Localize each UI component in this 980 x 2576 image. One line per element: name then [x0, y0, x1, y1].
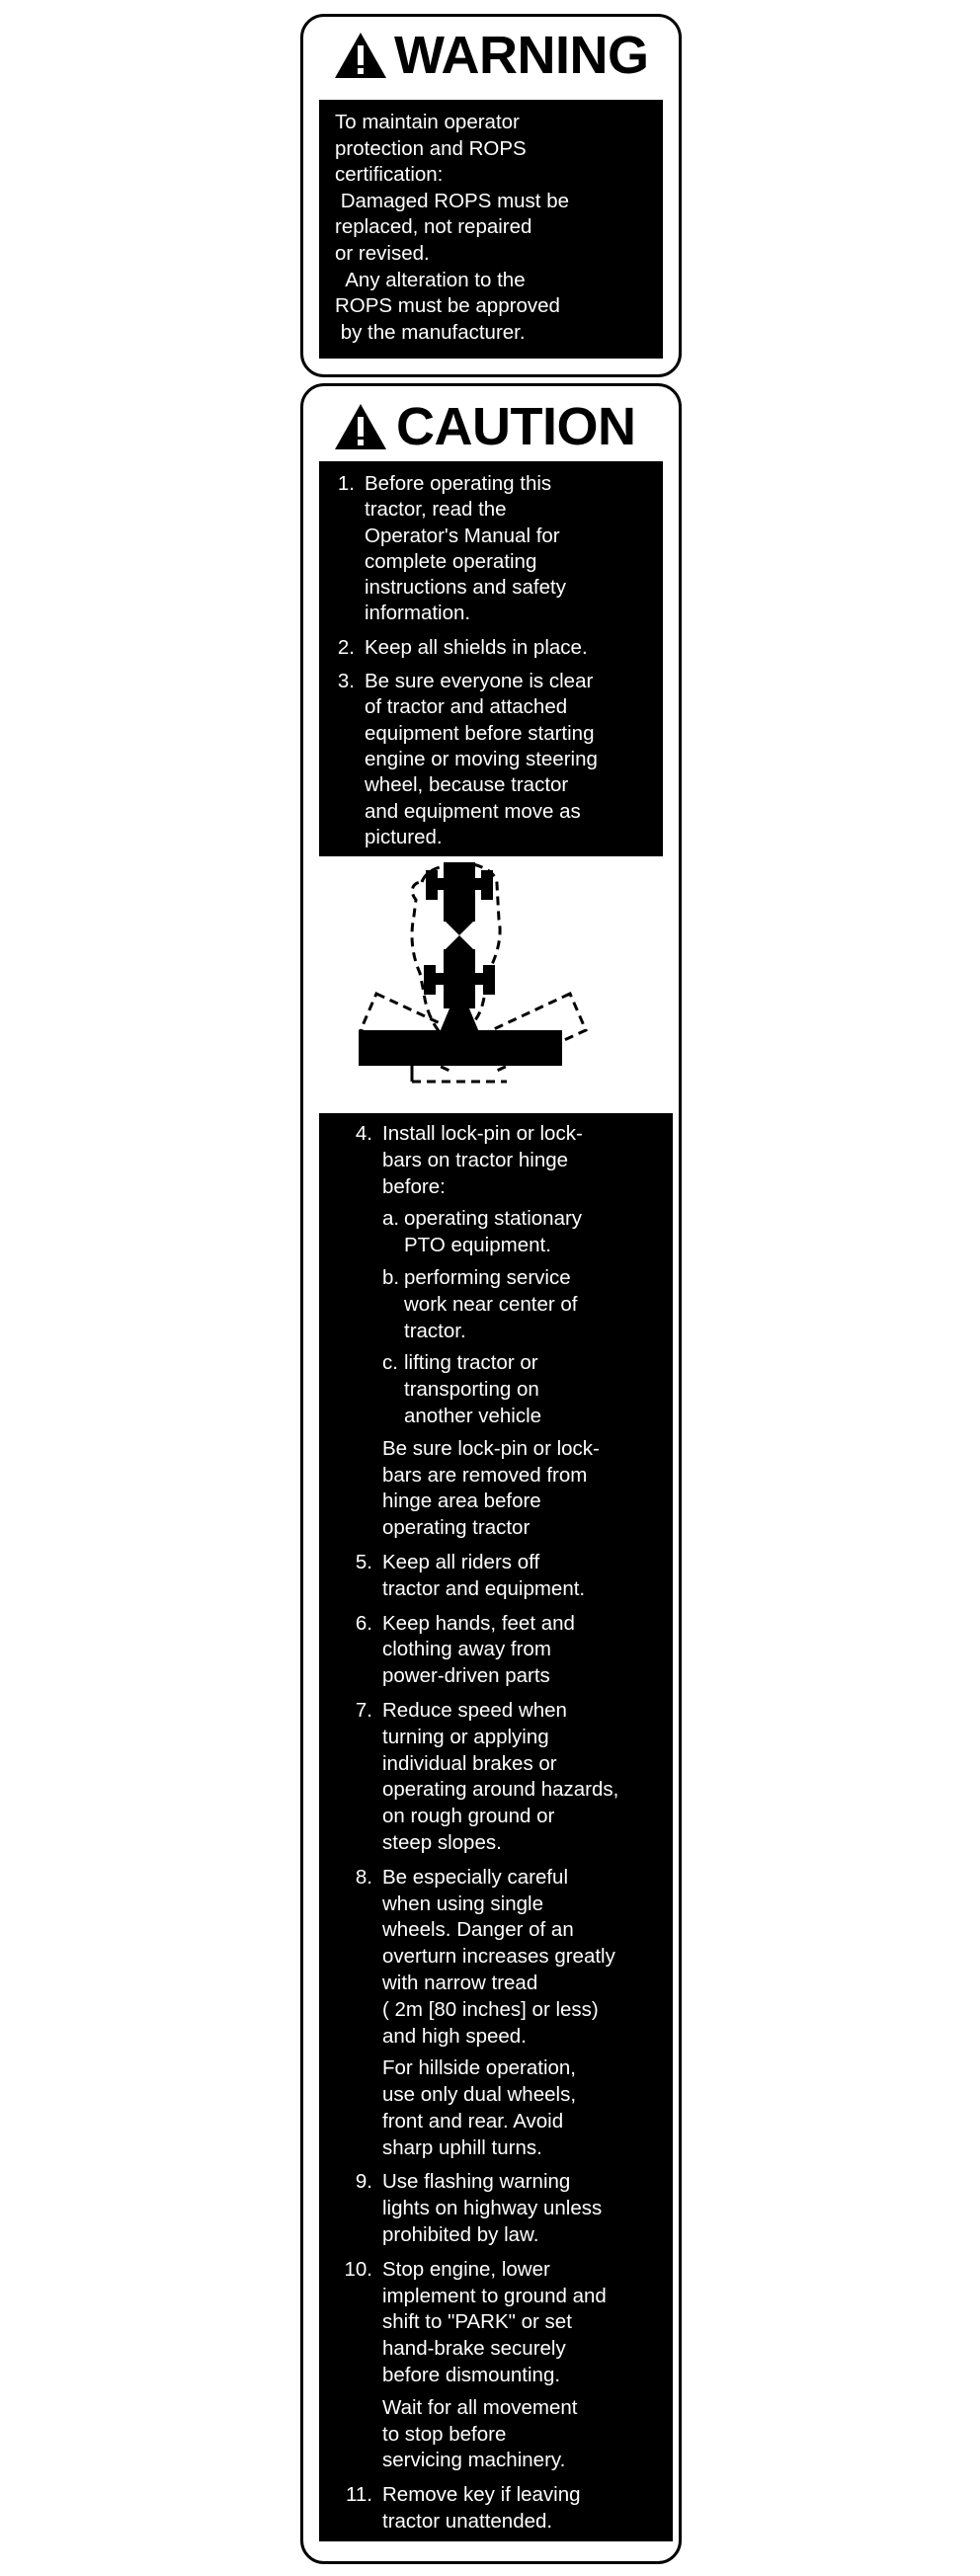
caution-item-line: tractor, read the [365, 498, 507, 522]
caution-item-line: Install lock-pin or lock- [382, 1122, 583, 1145]
caution-item-number: 9. [355, 2170, 372, 2194]
caution-item-text [372, 2169, 657, 2248]
caution-item-line: information. [365, 602, 471, 625]
caution-item-text [372, 1865, 657, 2162]
caution-item-line: operating around hazards, [382, 1778, 619, 1802]
caution-item-line: on rough ground or [382, 1805, 555, 1828]
caution-item [333, 669, 649, 850]
caution-item [335, 1611, 657, 1690]
caution-item-line: prohibited by law. [382, 2223, 539, 2247]
caution-item-text [355, 669, 649, 850]
caution-item-line: complete operating [365, 549, 537, 573]
caution-subitem-line: another vehicle [404, 1404, 542, 1427]
caution-item-line: sharp uphill turns. [382, 2135, 542, 2159]
caution-subitem-text [404, 1206, 582, 1259]
caution-item [335, 2257, 657, 2474]
caution-label-card [300, 383, 682, 2564]
caution-item [335, 2482, 657, 2536]
warning-text-panel [319, 100, 663, 359]
caution-subitem-line: PTO equipment. [404, 1234, 551, 1257]
caution-subitem-label: b. [382, 1265, 400, 1289]
caution-subitem [382, 1265, 657, 1344]
caution-subitem-line: lifting tractor or [404, 1351, 538, 1375]
caution-item-line: and high speed. [382, 2024, 527, 2048]
caution-item-line: overturn increases greatly [382, 1945, 615, 1969]
caution-item-number: 4. [355, 1122, 372, 1145]
caution-item-line: tractor unattended. [382, 2510, 553, 2534]
caution-item-line: Wait for all movement [382, 2395, 578, 2419]
caution-item-line: and equipment move as [365, 799, 581, 823]
warning-text-line: certification: [335, 163, 444, 187]
caution-item [335, 1121, 657, 1542]
caution-subitem-line: work near center of [404, 1292, 578, 1316]
caution-item-line: Stop engine, lower [382, 2257, 550, 2281]
warning-text-line: To maintain operator [335, 111, 520, 133]
caution-item-text [372, 1611, 657, 1690]
caution-subitem-text [404, 1265, 577, 1344]
caution-item-line: For hillside operation, [382, 2056, 576, 2080]
caution-item-number: 5. [355, 1550, 372, 1573]
caution-item-line: instructions and safety [365, 576, 566, 600]
warning-triangle-icon [333, 31, 388, 80]
caution-item-number: 2. [337, 635, 355, 659]
caution-subitems [382, 1206, 657, 1429]
caution-item-line: servicing machinery. [382, 2449, 566, 2472]
caution-item-line: to stop before [382, 2422, 507, 2446]
articulated-tractor-diagram [359, 860, 615, 1087]
caution-item-text [372, 1121, 657, 1542]
caution-item-line: ( 2m [80 inches] or less) [382, 1997, 599, 2021]
caution-item-line: turning or applying [382, 1725, 549, 1748]
warning-text-line: protection and ROPS [335, 136, 527, 160]
caution-item-number: 6. [355, 1611, 372, 1635]
warning-text-line: by the manufacturer. [335, 320, 526, 344]
caution-subitem-line: performing service [404, 1265, 571, 1289]
caution-item-line: pictured. [365, 825, 443, 848]
caution-subitem-text [404, 1350, 541, 1429]
caution-item-line: Keep all riders off [382, 1550, 540, 1573]
caution-item-line: operating tractor [382, 1516, 531, 1540]
caution-item-line: Use flashing warning [382, 2170, 571, 2194]
warning-text-line: replaced, not repaired [335, 215, 532, 239]
warning-text-line: Any alteration to the [335, 268, 526, 291]
caution-item-line: clothing away from [382, 1638, 551, 1661]
caution-item [335, 2169, 657, 2248]
caution-item-line: Be especially careful [382, 1865, 569, 1889]
caution-item-line: bars on tractor hinge [382, 1148, 569, 1171]
caution-item-line: front and rear. Avoid [382, 2109, 564, 2133]
caution-subitem-label: c. [382, 1351, 398, 1375]
caution-item-line: of tractor and attached [365, 695, 568, 719]
warning-title: WARNING [394, 26, 649, 85]
caution-item-text [355, 635, 649, 661]
caution-item-note [382, 1436, 657, 1542]
caution-item-text [372, 1698, 657, 1857]
caution-item-line: Be sure lock-pin or lock- [382, 1436, 600, 1460]
caution-subitem-line: operating stationary [404, 1207, 583, 1231]
caution-item-note [382, 2395, 657, 2474]
caution-item-note [382, 2055, 657, 2161]
caution-item-line: bars are removed from [382, 1463, 588, 1487]
caution-item-number: 7. [355, 1698, 372, 1722]
caution-item-line: Keep all shields in place. [365, 635, 588, 659]
warning-text-line: Damaged ROPS must be [335, 189, 569, 212]
caution-subitem-line: transporting on [404, 1378, 539, 1402]
caution-item-line: engine or moving steering [365, 747, 598, 770]
caution-text-panel-top [319, 461, 663, 856]
caution-subitem-label: a. [382, 1207, 400, 1231]
caution-item-line: implement to ground and [382, 2284, 607, 2307]
caution-item-line: equipment before starting [365, 721, 595, 745]
caution-item-text [372, 2482, 657, 2536]
caution-item-line: hand-brake securely [382, 2337, 566, 2361]
caution-item-text [372, 1550, 657, 1603]
caution-item-line: individual brakes or [382, 1751, 557, 1775]
caution-item-line: before: [382, 1174, 446, 1198]
warning-text-line: or revised. [335, 241, 430, 265]
caution-item-text [372, 2257, 657, 2474]
caution-item-text [355, 471, 649, 627]
caution-item-line: hinge area before [382, 1489, 541, 1513]
caution-item-line: Reduce speed when [382, 1698, 567, 1722]
caution-item [333, 635, 649, 661]
caution-item-number: 10. [344, 2257, 372, 2281]
caution-title: CAUTION [396, 397, 636, 456]
caution-subitem-line: tractor. [404, 1319, 466, 1342]
caution-item-line: Keep hands, feet and [382, 1611, 575, 1635]
warning-header [333, 26, 649, 85]
warning-label-card [300, 14, 682, 377]
caution-item [335, 1865, 657, 2162]
caution-item-line: shift to "PARK" or set [382, 2310, 572, 2334]
caution-item-line: wheels. Danger of an [382, 1918, 574, 1942]
caution-item-number: 1. [337, 472, 355, 495]
caution-item-line: use only dual wheels, [382, 2083, 577, 2107]
caution-item-line: Operator's Manual for [365, 523, 560, 547]
caution-item-line: with narrow tread [382, 1971, 538, 1994]
caution-item-line: before dismounting. [382, 2364, 561, 2387]
warning-text-line: ROPS must be approved [335, 294, 560, 318]
caution-item-line: Before operating this [365, 472, 552, 495]
caution-subitem [382, 1206, 657, 1259]
caution-item-line: lights on highway unless [382, 2197, 603, 2220]
caution-text-panel-bottom [319, 1113, 673, 2541]
caution-item-line: steep slopes. [382, 1830, 502, 1854]
caution-item [335, 1550, 657, 1603]
caution-item-number: 3. [337, 670, 355, 693]
caution-item-line: Be sure everyone is clear [365, 670, 594, 693]
caution-item-number: 11. [346, 2483, 372, 2507]
caution-item-number: 8. [355, 1865, 372, 1889]
caution-item [335, 1698, 657, 1857]
caution-item-line: wheel, because tractor [365, 773, 569, 797]
warning-triangle-icon [333, 402, 388, 451]
caution-item [333, 471, 649, 627]
caution-subitem [382, 1350, 657, 1429]
caution-header [333, 397, 636, 456]
caution-item-line: Remove key if leaving [382, 2483, 581, 2507]
caution-item-line: power-driven parts [382, 1664, 550, 1688]
caution-item-line: tractor and equipment. [382, 1576, 586, 1600]
caution-item-line: when using single [382, 1892, 543, 1915]
